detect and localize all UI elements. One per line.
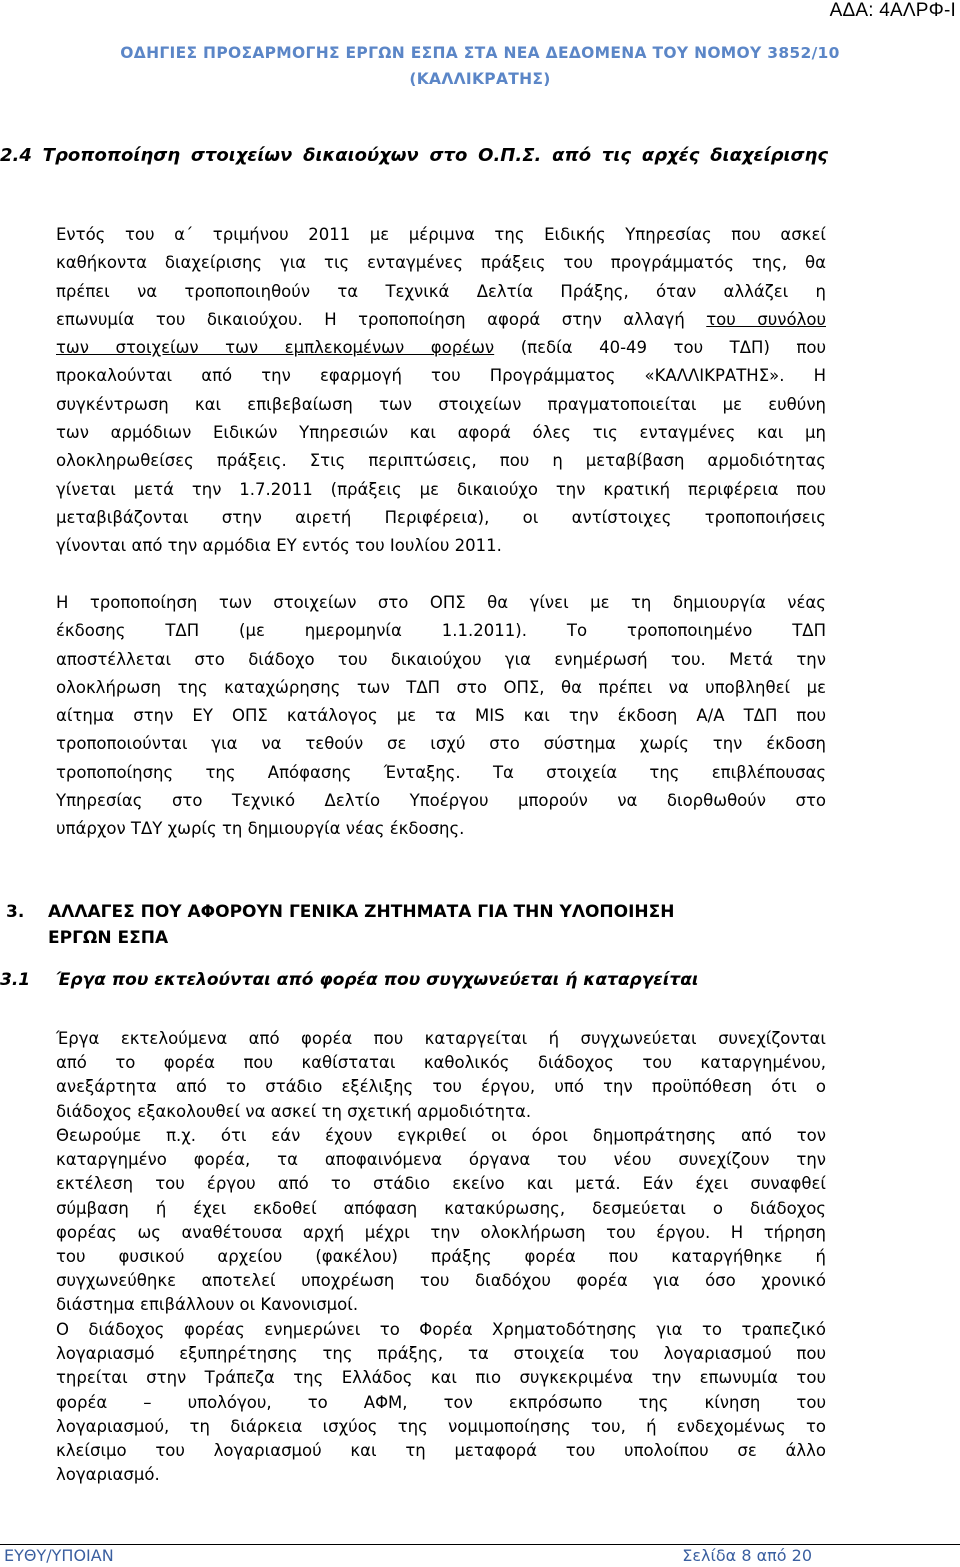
section-3-1-heading bbox=[0, 970, 699, 990]
text-line: λογαριασμού, τη διάρκεια ισχύος της νομιμοποίησης του, ή ενδεχομένως το bbox=[56, 1416, 826, 1436]
text-line: από το φορέα που καθίσταται καθολικός διάδοχος του καταργημένου, bbox=[56, 1053, 826, 1073]
text-line: έκδοσης ΤΔΠ (με ημερομηνία 1.1.2011). Το τροποποιημένο ΤΔΠ bbox=[56, 621, 826, 641]
text-line: ανεξάρτητα από το στάδιο εξέλιξης του έργου, υπό την προϋπόθεση ότι ο bbox=[56, 1077, 826, 1097]
text-line bbox=[56, 306, 826, 334]
footer-department: ΕΥΘΥ/ΥΠΟΙΑΝ bbox=[4, 1546, 114, 1565]
section-3-1-paragraph-1 bbox=[56, 1027, 826, 1124]
ada-code: ΑΔΑ: 4ΑΛΡΦ-Ι bbox=[829, 0, 956, 21]
section-3-title bbox=[48, 899, 838, 951]
text-fragment: (πεδία 40-49 του ΤΔΠ) που bbox=[494, 338, 826, 358]
text-line: διάδοχος εξακολουθεί να ασκεί τη σχετική αρμοδιότητα. bbox=[56, 1101, 532, 1121]
text-fragment: επωνυμία του δικαιούχου. Η τροποποίηση αφορά στην αλλαγή bbox=[56, 309, 707, 329]
document-header-line2: (ΚΑΛΛΙΚΡΑΤΗΣ) bbox=[409, 70, 551, 88]
text-line: λογαριασμό. bbox=[56, 1465, 160, 1485]
section-3-1-title: Έργα που εκτελούνται από φορέα που συγχωνεύεται ή καταργείται bbox=[56, 970, 699, 990]
section-3-1-paragraph-3 bbox=[56, 1318, 826, 1487]
section-3-1-number: 3.1 bbox=[0, 970, 31, 990]
text-line: εκτέλεση του έργου από το στάδιο εκείνο και μετά. Εάν έχει συναφθεί bbox=[56, 1174, 826, 1194]
text-line: διάστημα επιβάλλουν οι Κανονισμοί. bbox=[56, 1295, 359, 1315]
text-line: καταργημένο φορέα, τα αποφαινόμενα όργανα του νέου συνεχίζουν την bbox=[56, 1150, 826, 1170]
text-line: λογαριασμό εξυπηρέτησης της πράξης, τα στοιχεία του λογαριασμού που bbox=[56, 1344, 826, 1364]
text-line: σύμβαση ή έχει εκδοθεί απόφαση κατακύρωσης, δεσμεύεται ο διάδοχος bbox=[56, 1198, 826, 1218]
footer-page-number: Σελίδα 8 από 20 bbox=[682, 1546, 812, 1565]
underlined-text: του συνόλου bbox=[706, 309, 826, 329]
section-2-4-title bbox=[0, 142, 828, 170]
text-line: καθήκοντα διαχείρισης για τις ενταγμένες πράξεις του προγράμματός της, θα bbox=[56, 253, 826, 273]
text-line: Έργα εκτελούμενα από φορέα που καταργείται ή συγχωνεύεται συνεχίζονται bbox=[56, 1029, 826, 1048]
text-line: φορέας ως αναθέτουσα αρχή μέχρι την ολοκλήρωση του έργου. Η τήρηση bbox=[56, 1222, 826, 1242]
text-line: συγχωνεύθηκε αποτελεί υποχρέωση του διαδόχου φορέα για όσο χρονικό bbox=[56, 1271, 826, 1291]
text-line: τροποποίησης της Απόφασης Ένταξης. Τα στοιχεία της επιβλέπουσας bbox=[56, 762, 826, 782]
text-line: Εντός του α΄ τριμήνου 2011 με μέριμνα της Ειδικής Υπηρεσίας που ασκεί bbox=[56, 225, 826, 244]
text-line: Υπηρεσίας στο Τεχνικό Δελτίο Υποέργου μπορούν να διορθωθούν στο bbox=[56, 791, 826, 811]
section-2-4-paragraph-2 bbox=[56, 589, 826, 844]
document-header-line1: ΟΔΗΓΙΕΣ ΠΡΟΣΑΡΜΟΓΗΣ ΕΡΓΩΝ ΕΣΠΑ ΣΤΑ ΝΕΑ ΔΕΔΟΜΕΝΑ ΤΟΥ ΝΟΜΟΥ 3852/10 bbox=[120, 44, 840, 62]
text-line: μεταβιβάζονται στην αιρετή Περιφέρεια), οι αντίστοιχες τροποποιήσεις bbox=[56, 507, 826, 527]
text-line: τροποποιούνται για να τεθούν σε ισχύ στο σύστημα χωρίς την έκδοση bbox=[56, 734, 826, 754]
text-line: κλείσιμο του λογαριασμού και τη μεταφορά του υπολοίπου σε άλλο bbox=[56, 1441, 826, 1461]
text-line: αίτημα στην ΕΥ ΟΠΣ κατάλογος με τα MIS και την έκδοση Α/Α ΤΔΠ που bbox=[56, 706, 826, 726]
section-3-1-paragraph-2 bbox=[56, 1124, 826, 1318]
section-2-4-paragraph-1 bbox=[56, 221, 826, 561]
text-line: Θεωρούμε π.χ. ότι εάν έχουν εγκριθεί οι όροι δημοπράτησης από τον bbox=[56, 1126, 826, 1145]
text-line: προκαλούνται από την εφαρμογή του Προγράμματος «ΚΑΛΛΙΚΡΑΤΗΣ». Η bbox=[56, 366, 826, 386]
text-line: ολοκλήρωση της καταχώρησης των ΤΔΠ στο ΟΠΣ, θα πρέπει να υποβληθεί με bbox=[56, 677, 826, 697]
section-2-4-title-text: 2.4 Τροποποίηση στοιχείων δικαιούχων στο Ο.Π.Σ. από τις αρχές διαχείρισης bbox=[0, 145, 828, 166]
text-line bbox=[56, 334, 826, 362]
section-3-title-line2: ΕΡΓΩΝ ΕΣΠΑ bbox=[48, 928, 169, 948]
text-line: πρέπει να τροποποιηθούν τα Τεχνικά Δελτία Πράξης, όταν αλλάζει η bbox=[56, 281, 826, 301]
section-3-title-line1: ΑΛΛΑΓΕΣ ΠΟΥ ΑΦΟΡΟΥΝ ΓΕΝΙΚΑ ΖΗΤΗΜΑΤΑ ΓΙΑ ΤΗΝ ΥΛΟΠΟΙΗΣΗ bbox=[48, 902, 675, 922]
text-line: συγκέντρωση και επιβεβαίωση των στοιχείων πραγματοποιείται με ευθύνη bbox=[56, 394, 826, 414]
text-line: των αρμόδιων Ειδικών Υπηρεσιών και αφορά όλες τις ενταγμένες και μη bbox=[56, 423, 826, 443]
text-line: αποστέλλεται στο διάδοχο του δικαιούχου για ενημέρωσή του. Μετά την bbox=[56, 649, 826, 669]
text-line: του φυσικού αρχείου (φακέλου) πράξης φορέα που καταργήθηκε ή bbox=[56, 1247, 826, 1267]
text-line: φορέα – υπολόγου, το ΑΦΜ, τον εκπρόσωπο της κίνηση του bbox=[56, 1392, 826, 1412]
text-line: τηρείται στην Τράπεζα της Ελλάδος και πιο συγκεκριμένα την επωνυμία του bbox=[56, 1368, 826, 1388]
footer-divider bbox=[0, 1544, 960, 1545]
text-line: Ο διάδοχος φορέας ενημερώνει το Φορέα Χρηματοδότησης για το τραπεζικό bbox=[56, 1320, 826, 1339]
text-line: γίνονται από την αρμόδια ΕΥ εντός του Ιουλίου 2011. bbox=[56, 536, 502, 556]
text-line: Η τροποποίηση των στοιχείων στο ΟΠΣ θα γίνει με τη δημιουργία νέας bbox=[56, 593, 826, 612]
underlined-text: των στοιχείων των εμπλεκομένων φορέων bbox=[56, 338, 495, 358]
text-line: υπάρχον ΤΔΥ χωρίς τη δημιουργία νέας έκδοσης. bbox=[56, 819, 465, 839]
section-3-number: 3. bbox=[6, 902, 25, 922]
text-line: γίνεται μετά την 1.7.2011 (πράξεις με δικαιούχο την κρατική περιφέρεια που bbox=[56, 479, 826, 499]
text-line: ολοκληρωθείσες πράξεις. Στις περιπτώσεις, που η μεταβίβαση αρμοδιότητας bbox=[56, 451, 826, 471]
